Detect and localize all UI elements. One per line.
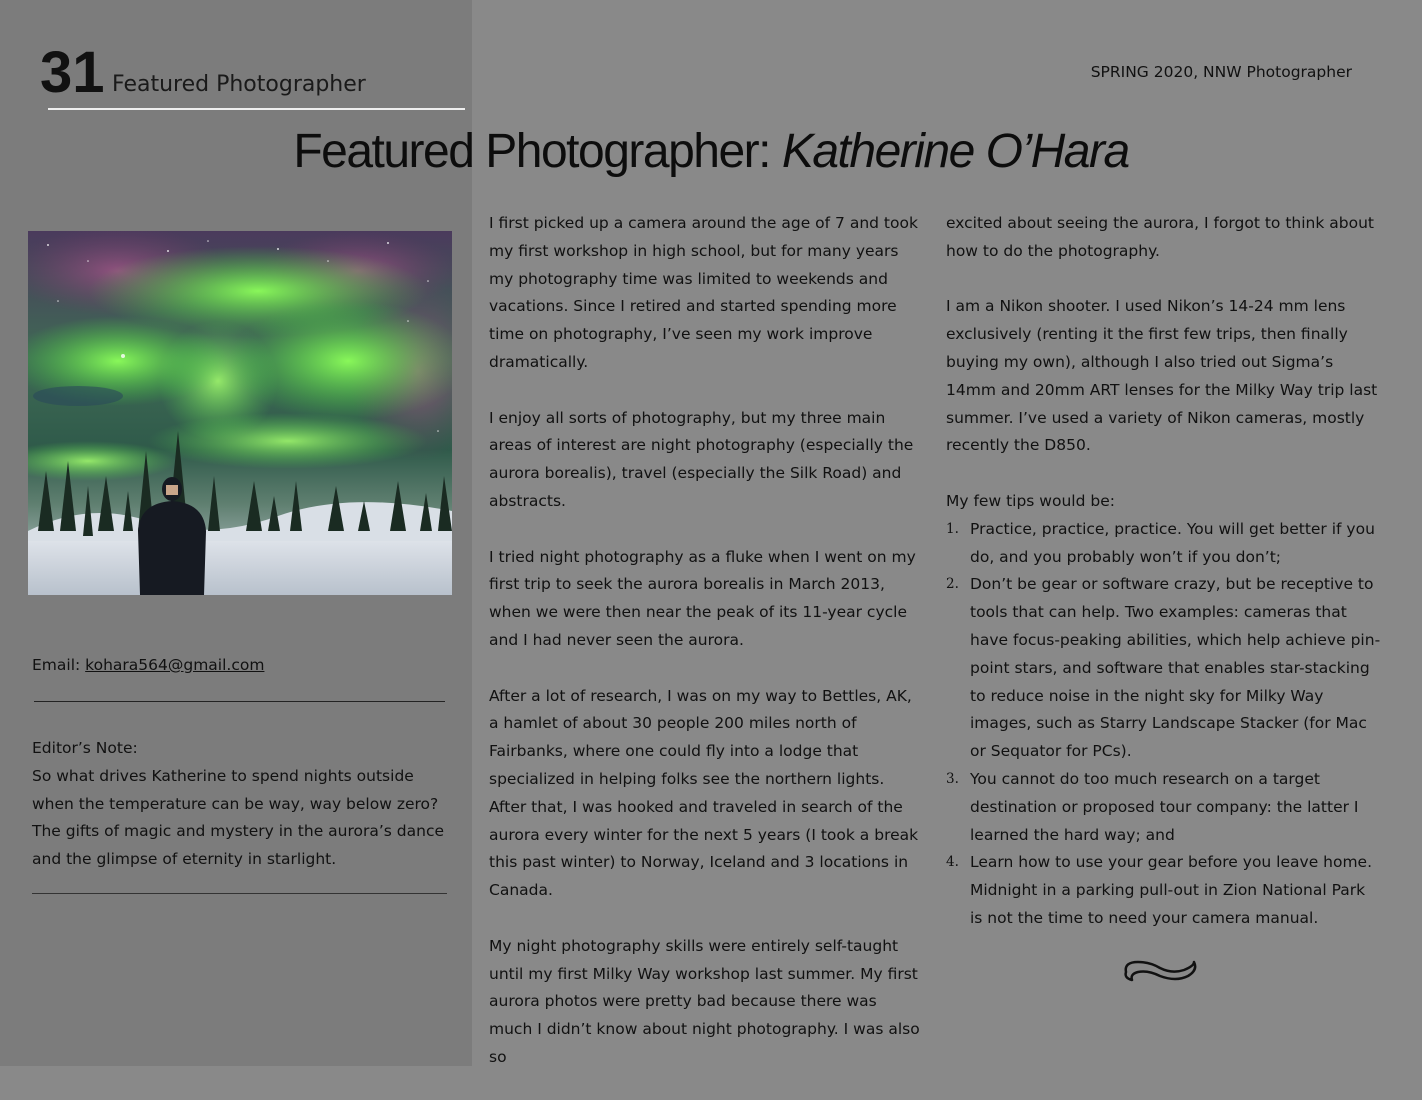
article-column-1 — [489, 210, 921, 1100]
list-item — [946, 766, 1382, 849]
list-number: 3. — [946, 770, 959, 787]
article-column-2 — [946, 210, 1382, 933]
article-paragraph: After a lot of research, I was on my way to Bettles, AK, a hamlet of about 30 people 200 miles north of Fairbanks, where one could fly into a lodge that specialized in helping folks see the northern lights. After that, I was hooked and traveled in search of the aurora every winter for the next 5 years (I took a break this past winter) to Norway, Iceland and 3 locations in Canada. — [489, 686, 919, 900]
list-item-text: Learn how to use your gear before you leave home. Midnight in a parking pull-out in Zion National Park is not the time to need your camera manual. — [970, 853, 1373, 927]
issue-label: SPRING 2020, NNW Photographer — [1090, 63, 1352, 81]
article-paragraph: I first picked up a camera around the age of 7 and took my first workshop in high school, but for many years my photography time was limited to weekends and vacations. Since I retired and started spending more time on photography, I’ve seen my work improve dramatically. — [489, 214, 918, 371]
article-paragraph: I tried night photography as a fluke when I went on my first trip to seek the aurora borealis in March 2013, when we were then near the peak of its 11-year cycle and I had never seen the aurora. — [489, 547, 916, 649]
article-paragraph: I am a Nikon shooter. I used Nikon’s 14-24 mm lens exclusively (renting it the first few trips, then finally buying my own), although I also tried out Sigma’s 14mm and 20mm ART lenses for the Milky Way trip last summer. I’ve used a variety of Nikon cameras, mostly recently the D850. — [946, 297, 1378, 455]
email-line — [32, 652, 264, 679]
list-item — [946, 516, 1382, 572]
tips-intro: My few tips would be: — [946, 491, 1115, 510]
list-item — [946, 849, 1382, 932]
header-divider — [48, 108, 465, 110]
sidebar-divider — [34, 701, 445, 702]
section-label: Featured Photographer — [112, 72, 366, 97]
article-paragraph: My night photography skills were entirely self-taught until my first Milky Way workshop last summer. My first aurora photos were pretty bad because there was much I didn’t know about night photography. I was also so — [489, 936, 920, 1066]
photographer-name: Katherine O’Hara — [781, 125, 1129, 178]
page-number: 31 — [40, 40, 105, 105]
editors-note — [32, 735, 457, 874]
article-paragraph: I enjoy all sorts of photography, but my three main areas of interest are night photography (especially the aurora borealis), travel (especially the Silk Road) and abstracts. — [489, 408, 914, 510]
tips-list — [946, 516, 1382, 933]
list-item-text: Practice, practice, practice. You will get better if you do, and you probably won’t if you don’t; — [970, 519, 1375, 566]
email-link[interactable]: kohara564@gmail.com — [85, 656, 265, 674]
page-title — [0, 122, 1422, 182]
article-paragraph: excited about seeing the aurora, I forgot to think about how to do the photography. — [946, 214, 1374, 260]
title-prefix: Featured Photographer: — [293, 125, 770, 178]
email-label: Email: — [32, 656, 81, 674]
aurora-photo — [28, 231, 452, 595]
list-number: 4. — [946, 854, 959, 871]
list-item-text: Don’t be gear or software crazy, but be receptive to tools that can help. Two examples: cameras that have focus-peaking abilities, which help achieve pin-point stars, and software that enables star-stacking to reduce noise in the night sky for Milky Way images, such as Starry Landscape Stacker (for Mac or Sequator for PCs). — [970, 575, 1381, 761]
editors-note-title: Editor’s Note: — [32, 739, 138, 757]
list-number: 1. — [946, 520, 959, 537]
list-item — [946, 571, 1382, 766]
list-number: 2. — [946, 576, 959, 593]
sidebar-divider-bottom — [32, 893, 447, 894]
list-item-text: You cannot do too much research on a target destination or proposed tour company: the latter I learned the hard way; and — [970, 769, 1359, 844]
end-flourish-icon — [1120, 952, 1200, 988]
editors-note-text: So what drives Katherine to spend nights outside when the temperature can be way, way below zero? The gifts of magic and mystery in the aurora’s dance and the glimpse of eternity in starlight. — [32, 766, 445, 869]
